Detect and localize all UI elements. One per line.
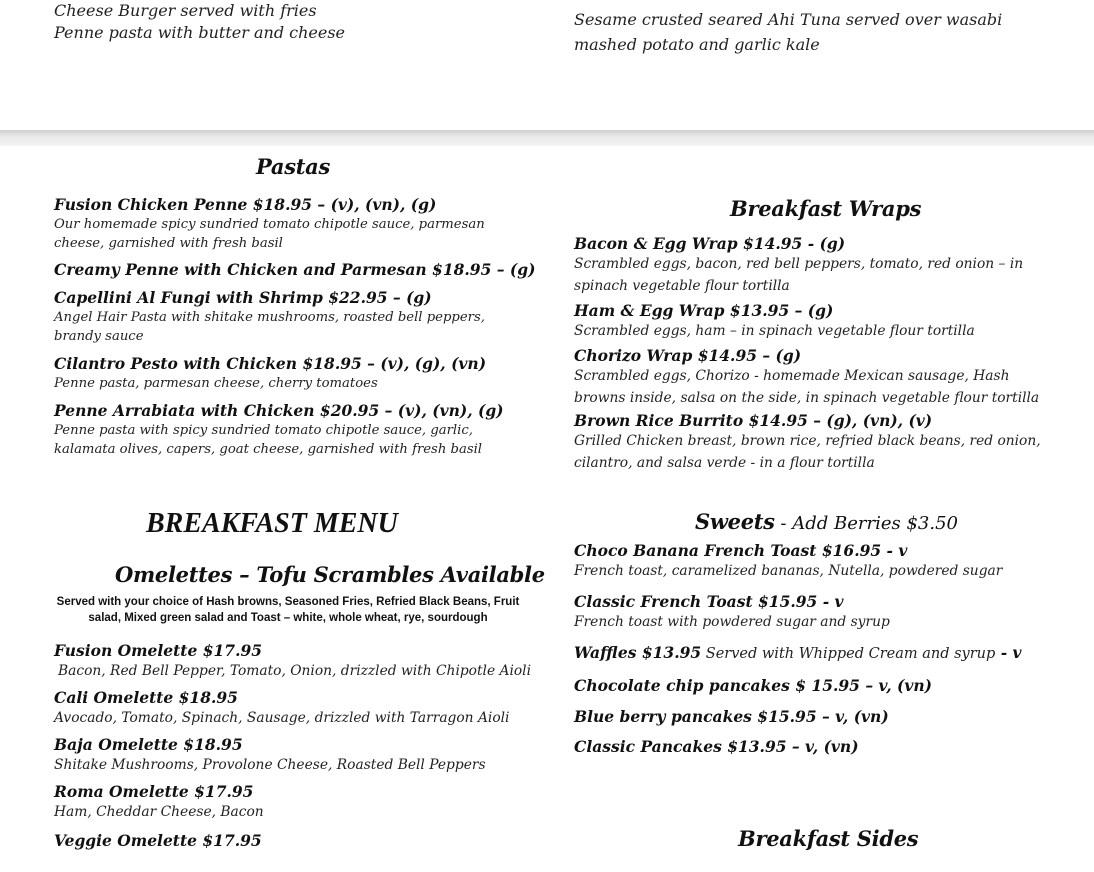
list-item	[54, 260, 536, 279]
list-item	[574, 592, 1054, 634]
item-desc: Scrambled eggs, Chorizo - homemade Mexican sausage, Hash browns inside, salsa on the side, in spinach vegetable flour tortilla	[574, 368, 1040, 406]
item-title: Chocolate chip pancakes $ 15.95 – v, (vn)	[574, 676, 932, 695]
breakfast-wraps-heading: Breakfast Wraps	[730, 196, 922, 221]
item-title: Ham & Egg Wrap $13.95 – (g)	[574, 301, 834, 320]
list-item	[54, 782, 534, 822]
item-title: Cali Omelette $18.95	[54, 688, 238, 707]
item-desc: Our homemade spicy sundried tomato chipotle sauce, parmesan cheese, garnished with fresh basil	[54, 217, 485, 251]
omelettes-heading: Omelettes – Tofu Scrambles Available	[115, 562, 545, 587]
item-title: Roma Omelette $17.95	[54, 782, 254, 801]
item-desc: Penne pasta, parmesan cheese, cherry tomatoes	[54, 376, 378, 391]
item-desc: Shitake Mushrooms, Provolone Cheese, Roasted Bell Peppers	[54, 757, 486, 773]
list-item	[574, 301, 1054, 342]
item-title: Veggie Omelette $17.95	[54, 831, 262, 850]
list-item	[54, 354, 529, 393]
omelettes-list	[54, 641, 534, 850]
sweets-list	[574, 541, 1054, 756]
list-item	[54, 641, 534, 681]
menu-line: Penne pasta with butter and cheese	[54, 23, 346, 42]
breakfast-sides-heading: Breakfast Sides	[738, 826, 919, 851]
item-title: Classic French Toast $15.95 - v	[574, 592, 844, 611]
item-title: Blue berry pancakes $15.95 – v, (vn)	[574, 707, 889, 726]
previous-page-section	[0, 0, 1094, 130]
item-desc: Grilled Chicken breast, brown rice, refried black beans, red onion, cilantro, and salsa verde - in a flour tortilla	[574, 433, 1041, 471]
list-item	[574, 737, 1054, 756]
item-title: Baja Omelette $18.95	[54, 735, 243, 754]
list-item	[54, 831, 534, 850]
breakfast-menu-heading: BREAKFAST MENU	[146, 508, 398, 539]
item-desc: Bacon, Red Bell Pepper, Tomato, Onion, drizzled with Chipotle Aioli	[58, 663, 532, 679]
item-desc: French toast, caramelized bananas, Nutella, powdered sugar	[574, 563, 1003, 579]
list-item	[574, 643, 1054, 664]
item-title: Choco Banana French Toast $16.95 - v	[574, 541, 908, 560]
item-suffix: - v	[995, 643, 1022, 662]
list-item	[54, 288, 529, 346]
item-desc: French toast with powdered sugar and syrup	[574, 614, 890, 630]
item-title: Cilantro Pesto with Chicken $18.95 – (v), (g), (vn)	[54, 354, 487, 373]
list-item	[574, 707, 1054, 726]
item-title: Fusion Chicken Penne $18.95 – (v), (vn), (g)	[54, 195, 437, 214]
sweets-heading: Sweets	[695, 509, 775, 534]
list-item	[574, 676, 1054, 695]
list-item	[54, 401, 529, 459]
wraps-list	[574, 234, 1054, 474]
item-inline-desc: Served with Whipped Cream and syrup	[701, 646, 996, 662]
item-desc: Scrambled eggs, ham – in spinach vegetable flour tortilla	[574, 323, 975, 339]
list-item	[574, 234, 1054, 297]
page-break	[0, 130, 1094, 146]
item-title: Bacon & Egg Wrap $14.95 - (g)	[574, 234, 846, 253]
item-desc: Ham, Cheddar Cheese, Bacon	[54, 804, 264, 820]
item-title: Classic Pancakes $13.95 – v, (vn)	[574, 737, 859, 756]
list-item	[54, 195, 529, 253]
item-desc: Avocado, Tomato, Spinach, Sausage, drizzled with Tarragon Aioli	[54, 710, 510, 726]
item-desc: Penne pasta with spicy sundried tomato chipotle sauce, garlic, kalamata olives, capers, goat cheese, garnished with fresh basil	[54, 423, 483, 457]
list-item	[574, 541, 1054, 583]
list-item	[54, 688, 534, 728]
item-title: Capellini Al Fungi with Shrimp $22.95 – (g)	[54, 288, 432, 307]
item-title: Waffles $13.95	[574, 643, 702, 662]
item-desc: Angel Hair Pasta with shitake mushrooms, roasted bell peppers, brandy sauce	[54, 310, 485, 344]
list-item	[574, 346, 1054, 409]
item-title: Chorizo Wrap $14.95 – (g)	[574, 346, 802, 365]
item-desc: Scrambled eggs, bacon, red bell peppers, tomato, red onion – in spinach vegetable flour tortilla	[574, 256, 1024, 294]
served-with-note: Served with your choice of Hash browns, Seasoned Fries, Refried Black Beans, Fruit salad, Mixed green salad and Toast – white, whole wheat, rye, sourdough	[56, 596, 520, 624]
item-title: Penne Arrabiata with Chicken $20.95 – (v), (vn), (g)	[54, 401, 504, 420]
item-title: Fusion Omelette $17.95	[54, 641, 263, 660]
list-item	[574, 411, 1054, 474]
ahi-tuna-desc: Sesame crusted seared Ahi Tuna served over wasabi mashed potato and garlic kale	[574, 10, 1003, 54]
list-item	[54, 735, 534, 775]
sweets-heading-row	[695, 509, 958, 534]
sweets-berries-note: - Add Berries $3.50	[774, 513, 958, 534]
pastas-heading: Pastas	[256, 154, 330, 179]
pastas-list	[54, 195, 536, 459]
item-title: Creamy Penne with Chicken and Parmesan $18.95 – (g)	[54, 260, 536, 279]
item-title: Brown Rice Burrito $14.95 – (g), (vn), (v)	[574, 411, 933, 430]
kids-menu-lines	[54, 0, 474, 44]
menu-line: Cheese Burger served with fries	[54, 1, 317, 20]
